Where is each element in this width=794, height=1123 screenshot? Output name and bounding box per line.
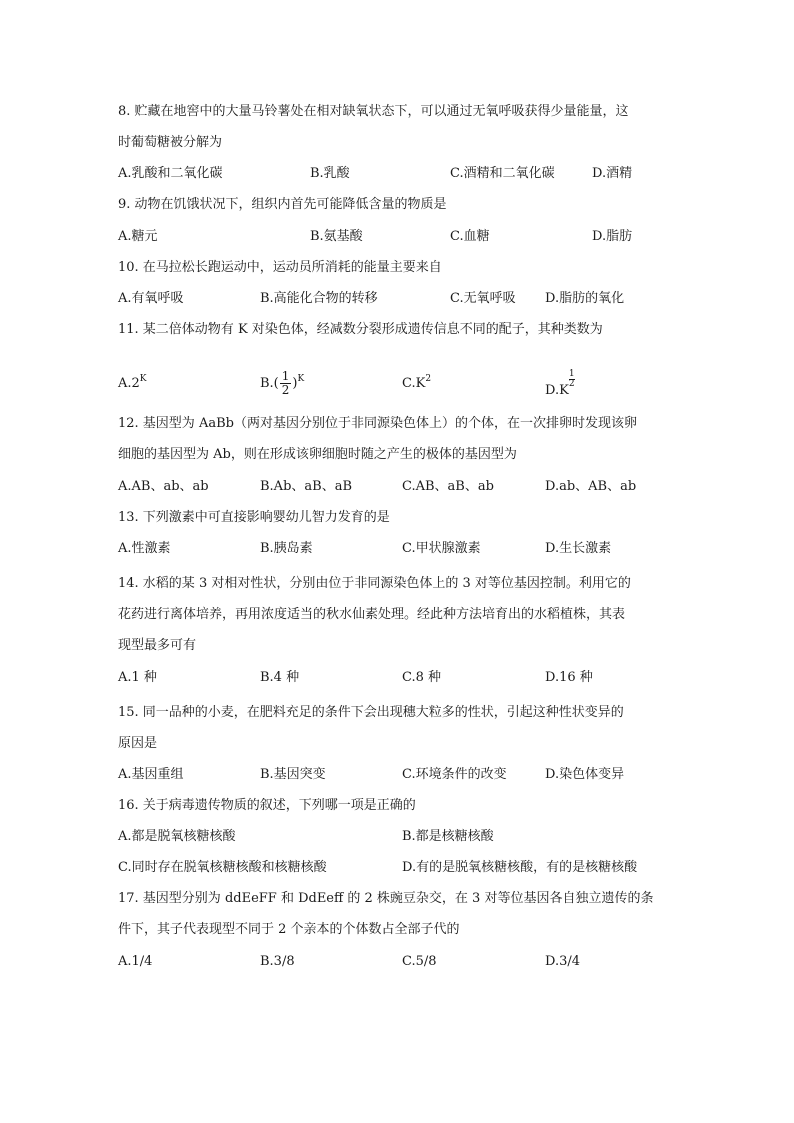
- question-9-option-a: A.糖元: [118, 229, 158, 244]
- question-13-stem: 13. 下列激素中可直接影响婴幼儿智力发育的是: [118, 510, 390, 525]
- question-13-option-d: D.生长激素: [545, 541, 612, 556]
- exponent-denominator: 2: [568, 379, 575, 389]
- question-16-option-d: D.有的是脱氧核糖核酸，有的是核糖核酸: [402, 860, 638, 875]
- question-12-option-b: B.Ab、aB、aB: [260, 479, 353, 494]
- option-a-exponent: K: [139, 374, 147, 384]
- question-15-option-a: A.基因重组: [118, 767, 184, 782]
- question-12-option-d: D.ab、AB、ab: [545, 479, 637, 494]
- question-14-stem-line-3: 现型最多可有: [118, 638, 197, 653]
- option-d-fraction-exponent: [569, 370, 575, 389]
- question-15-stem-line-2: 原因是: [118, 736, 158, 751]
- question-17-option-a: A.1/4: [118, 954, 153, 969]
- question-12-stem-line-2: 细胞的基因型为 Ab，则在形成该卵细胞时随之产生的极体的基因型为: [118, 447, 517, 462]
- question-14-option-d: D.16 种: [545, 670, 593, 685]
- question-17-option-b: B.3/8: [260, 954, 295, 969]
- question-11-stem: 11. 某二倍体动物有 K 对染色体，经减数分裂形成遗传信息不同的配子，其种类数为: [118, 322, 603, 337]
- question-11-option-c: [402, 370, 431, 393]
- option-d-base: D.K: [545, 383, 569, 398]
- question-14-stem-line-2: 花药进行离体培养，再用浓度适当的秋水仙素处理。经此种方法培育出的水稻植株，其表: [118, 607, 626, 622]
- question-11-option-a: [118, 370, 147, 393]
- question-16-option-a: A.都是脱氧核糖核酸: [118, 829, 236, 844]
- question-17-stem-line-1: 17. 基因型分别为 ddEeFF 和 DdEeff 的 2 株豌豆杂交，在 3 对等位基因各自独立遗传的条: [118, 891, 654, 906]
- option-a-base: A.2: [118, 376, 140, 391]
- question-13-option-c: C.甲状腺激素: [402, 541, 481, 556]
- question-13-option-b: B.胰岛素: [260, 541, 313, 556]
- question-11-option-b: [260, 362, 304, 401]
- question-14-option-c: C.8 种: [402, 670, 442, 685]
- question-16-option-c: C.同时存在脱氧核糖核酸和核糖核酸: [118, 860, 327, 875]
- question-8-option-a: A.乳酸和二氧化碳: [118, 166, 223, 181]
- option-b-suffix: ): [292, 376, 298, 391]
- question-15-option-c: C.环境条件的改变: [402, 767, 507, 782]
- question-10-option-a: A.有氧呼吸: [118, 291, 184, 306]
- question-17-option-c: C.5/8: [402, 954, 437, 969]
- option-c-exponent: 2: [425, 374, 432, 384]
- question-10-option-c: C.无氧呼吸: [450, 291, 516, 306]
- fraction-denominator: 2: [281, 383, 290, 397]
- question-14-option-a: A.1 种: [118, 670, 157, 685]
- question-9-option-c: C.血糖: [450, 229, 490, 244]
- question-16-stem: 16. 关于病毒遗传物质的叙述，下列哪一项是正确的: [118, 798, 416, 813]
- option-b-prefix: B.(: [260, 376, 279, 391]
- question-8-option-c: C.酒精和二氧化碳: [450, 166, 555, 181]
- option-b-fraction: [280, 370, 292, 397]
- question-15-option-d: D.染色体变异: [545, 767, 625, 782]
- question-14-stem-line-1: 14. 水稻的某 3 对相对性状，分别由位于非同源染色体上的 3 对等位基因控制。利用它的: [118, 576, 631, 591]
- exponent-numerator: 1: [568, 369, 575, 379]
- question-10-option-b: B.高能化合物的转移: [260, 291, 378, 306]
- question-10-option-d: D.脂肪的氧化: [545, 291, 625, 306]
- question-17-stem-line-2: 件下，其子代表现型不同于 2 个亲本的个体数占全部子代的: [118, 922, 460, 937]
- question-10-stem: 10. 在马拉松长跑运动中，运动员所消耗的能量主要来自: [118, 260, 442, 275]
- question-8-option-b: B.乳酸: [310, 166, 350, 181]
- question-12-option-a: A.AB、ab、ab: [118, 479, 209, 494]
- question-17-option-d: D.3/4: [545, 954, 581, 969]
- question-12-option-c: C.AB、aB、ab: [402, 479, 494, 494]
- question-8-stem-line-1: 8. 贮藏在地窖中的大量马铃薯处在相对缺氧状态下，可以通过无氧呼吸获得少量能量，这: [118, 104, 629, 119]
- question-14-option-b: B.4 种: [260, 670, 300, 685]
- question-9-option-d: D.脂肪: [592, 229, 633, 244]
- question-8-stem-line-2: 时葡萄糖被分解为: [118, 135, 223, 150]
- question-16-option-b: B.都是核糖核酸: [402, 829, 494, 844]
- question-15-stem-line-1: 15. 同一品种的小麦，在肥料充足的条件下会出现穗大粒多的性状，引起这种性状变异的: [118, 705, 624, 720]
- fraction-numerator: 1: [281, 369, 290, 383]
- question-9-stem: 9. 动物在饥饿状况下，组织内首先可能降低含量的物质是: [118, 197, 447, 212]
- question-11-option-d: [545, 370, 575, 400]
- question-9-option-b: B.氨基酸: [310, 229, 363, 244]
- option-c-base: C.K: [402, 376, 426, 391]
- option-b-exponent: K: [297, 374, 305, 384]
- question-15-option-b: B.基因突变: [260, 767, 326, 782]
- question-13-option-a: A.性激素: [118, 541, 171, 556]
- question-12-stem-line-1: 12. 基因型为 AaBb（两对基因分别位于非同源染色体上）的个体，在一次排卵时发现该卵: [118, 416, 637, 431]
- question-8-option-d: D.酒精: [592, 166, 633, 181]
